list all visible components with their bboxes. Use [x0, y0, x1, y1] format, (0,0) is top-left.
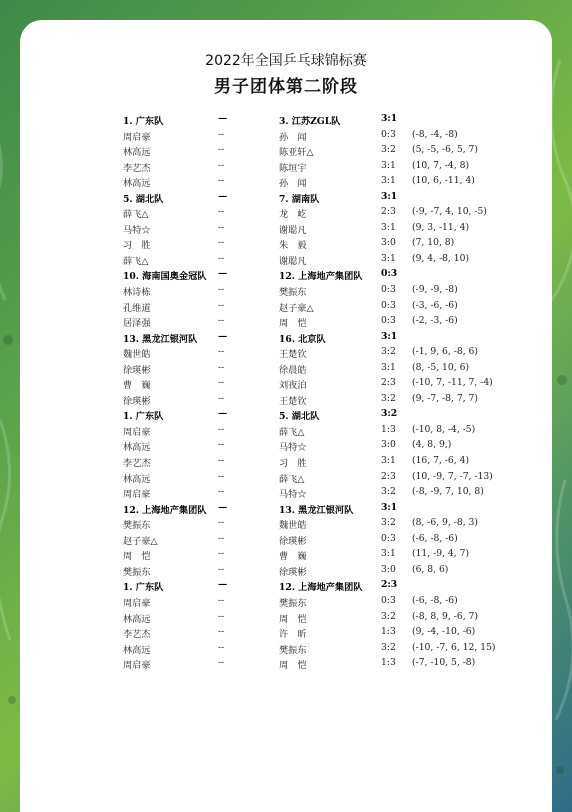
player-separator: -- [218, 221, 225, 233]
game-score: 0:3 [381, 284, 396, 296]
game-row [20, 159, 552, 175]
player-separator: -- [218, 346, 225, 358]
game-score: 3:1 [381, 159, 396, 171]
player-separator: -- [218, 532, 225, 544]
game-score: 3:0 [381, 237, 396, 249]
game-detail: (-9, -7, 4, 10, -5) [412, 206, 487, 218]
player1-name: 居泽强 [123, 318, 151, 330]
game-score: 3:0 [381, 563, 396, 575]
player2-name: 陈亚轩△ [279, 147, 314, 159]
team2-name: 5. 湖北队 [279, 411, 320, 423]
game-score: 3:2 [381, 610, 396, 622]
team2-name: 16. 北京队 [279, 333, 326, 345]
team2-name: 12. 上海地产集团队 [279, 582, 363, 594]
game-row [20, 625, 552, 641]
player-separator: -- [218, 361, 225, 373]
player1-name: 林诗栋 [123, 287, 151, 299]
player-separator: -- [218, 392, 225, 404]
game-score: 0:3 [381, 299, 396, 311]
player1-name: 林高远 [123, 442, 151, 454]
player1-name: 魏世皓 [123, 349, 151, 361]
player1-name: 周启豪 [123, 426, 151, 438]
player-separator: -- [218, 626, 225, 638]
player-separator: -- [218, 237, 225, 249]
player1-name: 林高远 [123, 613, 151, 625]
match-score: 3:1 [381, 501, 398, 513]
player1-name: 徐瑛彬 [123, 395, 151, 407]
game-detail: (9, -7, -8, 7, 7) [412, 392, 478, 404]
team2-name: 7. 湖南队 [279, 193, 320, 205]
team1-name: 13. 黑龙江银河队 [123, 333, 198, 345]
game-detail: (8, -5, 10, 6) [412, 361, 470, 373]
game-detail: (9, 3, -11, 4) [412, 221, 470, 233]
player2-name: 谢聪凡 [279, 224, 307, 236]
player-separator: -- [218, 377, 225, 389]
player1-name: 李艺杰 [123, 162, 151, 174]
team-separator: — [218, 190, 228, 202]
game-score: 0:3 [381, 532, 396, 544]
game-score: 3:2 [381, 144, 396, 156]
game-row [20, 283, 552, 299]
player-separator: -- [218, 144, 225, 156]
game-detail: (-8, -9, 7, 10, 8) [412, 486, 484, 498]
player-separator: -- [218, 657, 225, 669]
game-detail: (-3, -6, -6) [412, 299, 458, 311]
player1-name: 习 胜 [123, 240, 151, 252]
game-detail: (-10, -7, 6, 12, 15) [412, 641, 496, 653]
team1-name: 1. 广东队 [123, 116, 164, 127]
player2-name: 薛飞△ [279, 473, 305, 485]
game-row [20, 392, 552, 408]
player1-name: 林高远 [123, 147, 151, 159]
game-row [20, 485, 552, 501]
player-separator: -- [218, 594, 225, 606]
game-score: 0:3 [381, 594, 396, 606]
player2-name: 周 恺 [279, 660, 307, 672]
game-detail: (-7, -10, 5, -8) [412, 657, 476, 669]
game-row [20, 361, 552, 377]
game-row [20, 252, 552, 268]
game-row [20, 174, 552, 190]
team2-name: 12. 上海地产集团队 [279, 271, 363, 283]
game-row [20, 314, 552, 330]
game-score: 2:3 [381, 470, 396, 482]
player1-name: 周启豪 [123, 131, 151, 143]
player1-name: 孔维道 [123, 302, 151, 314]
player-separator: -- [218, 252, 225, 264]
player1-name: 樊振东 [123, 566, 151, 578]
player1-name: 马特☆ [123, 224, 151, 236]
game-detail: (-2, -3, -6) [412, 315, 458, 327]
player1-name: 樊振东 [123, 520, 151, 532]
player2-name: 谢聪凡 [279, 255, 307, 267]
event-title: 2022年全国乒乓球锦标赛 [205, 53, 367, 69]
player2-name: 王楚钦 [279, 349, 307, 361]
player-separator: -- [218, 517, 225, 529]
player-separator: -- [218, 423, 225, 435]
game-row [20, 345, 552, 361]
player1-name: 曹 巍 [123, 380, 151, 392]
player1-name: 林高远 [123, 473, 151, 485]
game-detail: (7, 10, 8) [412, 237, 455, 249]
player2-name: 徐晨皓 [279, 364, 307, 376]
game-detail: (-6, -8, -6) [412, 532, 458, 544]
game-detail: (10, 7, -4, 8) [412, 159, 470, 171]
team-separator: — [218, 408, 228, 420]
player2-name: 习 胜 [279, 458, 307, 470]
player1-name: 徐瑛彬 [123, 364, 151, 376]
game-detail: (-10, 8, -4, -5) [412, 423, 476, 435]
game-score: 3:1 [381, 175, 396, 187]
game-row [20, 128, 552, 144]
player2-name: 马特☆ [279, 442, 307, 454]
player-separator: -- [218, 128, 225, 140]
player2-name: 马特☆ [279, 489, 307, 501]
game-row [20, 299, 552, 315]
results-sheet [20, 20, 552, 812]
game-score: 3:0 [381, 439, 396, 451]
game-row [20, 221, 552, 237]
player2-name: 樊振东 [279, 644, 307, 656]
team1-name: 5. 湖北队 [123, 193, 164, 205]
game-detail: (10, -9, 7, -7, -13) [412, 470, 493, 482]
game-detail: (4, 8, 9,) [412, 439, 452, 451]
match-header [20, 190, 552, 206]
player2-name: 许 昕 [279, 629, 307, 641]
game-row [20, 641, 552, 657]
player-separator: -- [218, 315, 225, 327]
game-score: 1:3 [381, 657, 396, 669]
player2-name: 刘夜泊 [279, 380, 307, 392]
player1-name: 周 恺 [123, 551, 151, 563]
player-separator: -- [218, 470, 225, 482]
game-detail: (11, -9, 4, 7) [412, 548, 470, 560]
game-detail: (-1, 9, 6, -8, 6) [412, 346, 478, 358]
player2-name: 曹 巍 [279, 551, 307, 563]
game-score: 2:3 [381, 377, 396, 389]
player1-name: 周启豪 [123, 597, 151, 609]
results-list [20, 112, 552, 672]
game-score: 1:3 [381, 423, 396, 435]
player2-name: 赵子豪△ [279, 302, 314, 314]
game-score: 0:3 [381, 128, 396, 140]
game-score: 3:1 [381, 361, 396, 373]
player2-name: 龙 屹 [279, 209, 307, 221]
game-score: 3:2 [381, 486, 396, 498]
match-score: 3:1 [381, 190, 398, 202]
player1-name: 薛飞△ [123, 255, 149, 267]
team-separator: — [218, 330, 228, 342]
game-detail: (9, -4, -10, -6) [412, 626, 476, 638]
player-separator: -- [218, 563, 225, 575]
player1-name: 李艺杰 [123, 629, 151, 641]
match-score: 3:2 [381, 408, 398, 420]
player2-name: 魏世皓 [279, 520, 307, 532]
game-detail: (-6, -8, -6) [412, 594, 458, 606]
player2-name: 徐瑛彬 [279, 566, 307, 578]
game-score: 2:3 [381, 206, 396, 218]
game-detail: (16, 7, -6, 4) [412, 455, 470, 467]
player2-name: 徐瑛彬 [279, 535, 307, 547]
game-score: 3:2 [381, 517, 396, 529]
game-score: 1:3 [381, 626, 396, 638]
team-separator: — [218, 579, 228, 591]
game-row [20, 454, 552, 470]
team2-name: 13. 黑龙江银河队 [279, 504, 354, 516]
player-separator: -- [218, 206, 225, 218]
player-separator: -- [218, 159, 225, 171]
match-header [20, 267, 552, 283]
player-separator: -- [218, 610, 225, 622]
game-row [20, 532, 552, 548]
player2-name: 王楚钦 [279, 395, 307, 407]
match-header [20, 578, 552, 594]
stage-title: 男子团体第二阶段 [214, 77, 358, 97]
game-row [20, 376, 552, 392]
player2-name: 孙 闻 [279, 131, 307, 143]
player-separator: -- [218, 175, 225, 187]
player1-name: 林高远 [123, 178, 151, 190]
game-row [20, 470, 552, 486]
team1-name: 12. 上海地产集团队 [123, 504, 207, 516]
player-separator: -- [218, 641, 225, 653]
game-row [20, 143, 552, 159]
player2-name: 樊振东 [279, 287, 307, 299]
game-detail: (5, -5, -6, 5, 7) [412, 144, 478, 156]
player2-name: 樊振东 [279, 597, 307, 609]
game-row [20, 563, 552, 579]
team1-name: 10. 海南国奥金冠队 [123, 271, 207, 283]
player-separator: -- [218, 299, 225, 311]
game-detail: (6, 8, 6) [412, 563, 449, 575]
match-header [20, 112, 552, 128]
match-header [20, 407, 552, 423]
player-separator: -- [218, 439, 225, 451]
game-row [20, 594, 552, 610]
team-separator: — [218, 268, 228, 280]
player1-name: 赵子豪△ [123, 535, 158, 547]
game-row [20, 205, 552, 221]
match-header [20, 501, 552, 517]
game-detail: (-10, 7, -11, 7, -4) [412, 377, 493, 389]
match-score: 3:1 [381, 113, 398, 124]
player2-name: 孙 闻 [279, 178, 307, 190]
game-detail: (-8, -4, -8) [412, 128, 458, 140]
game-score: 3:2 [381, 346, 396, 358]
game-row [20, 423, 552, 439]
team1-name: 1. 广东队 [123, 411, 164, 423]
game-row [20, 547, 552, 563]
player1-name: 周启豪 [123, 489, 151, 501]
match-score: 2:3 [381, 579, 398, 591]
game-row [20, 236, 552, 252]
player2-name: 陈垣宇 [279, 162, 307, 174]
player1-name: 周启豪 [123, 660, 151, 672]
game-detail: (10, 6, -11, 4) [412, 175, 475, 187]
game-detail: (8, -6, 9, -8, 3) [412, 517, 478, 529]
player2-name: 薛飞△ [279, 426, 305, 438]
game-score: 3:1 [381, 221, 396, 233]
game-score: 3:1 [381, 455, 396, 467]
game-score: 3:1 [381, 252, 396, 264]
player2-name: 周 恺 [279, 318, 307, 330]
player1-name: 薛飞△ [123, 209, 149, 221]
game-row [20, 610, 552, 626]
game-detail: (9, 4, -8, 10) [412, 252, 470, 264]
game-score: 3:1 [381, 548, 396, 560]
player-separator: -- [218, 284, 225, 296]
match-header [20, 330, 552, 346]
team1-name: 1. 广东队 [123, 582, 164, 594]
player1-name: 李艺杰 [123, 458, 151, 470]
game-score: 3:2 [381, 641, 396, 653]
game-score: 3:2 [381, 392, 396, 404]
player2-name: 周 恺 [279, 613, 307, 625]
player-separator: -- [218, 486, 225, 498]
game-detail: (-8, 8, 9, -6, 7) [412, 610, 478, 622]
game-detail: (-9, -9, -8) [412, 284, 458, 296]
team-separator: — [218, 113, 228, 124]
player-separator: -- [218, 455, 225, 467]
team-separator: — [218, 501, 228, 513]
game-row [20, 516, 552, 532]
player2-name: 朱 毅 [279, 240, 307, 252]
match-score: 0:3 [381, 268, 398, 280]
match-score: 3:1 [381, 330, 398, 342]
player-separator: -- [218, 548, 225, 560]
player1-name: 林高远 [123, 644, 151, 656]
game-row [20, 656, 552, 672]
game-row [20, 438, 552, 454]
game-score: 0:3 [381, 315, 396, 327]
team2-name: 3. 江苏ZGL队 [279, 116, 341, 127]
